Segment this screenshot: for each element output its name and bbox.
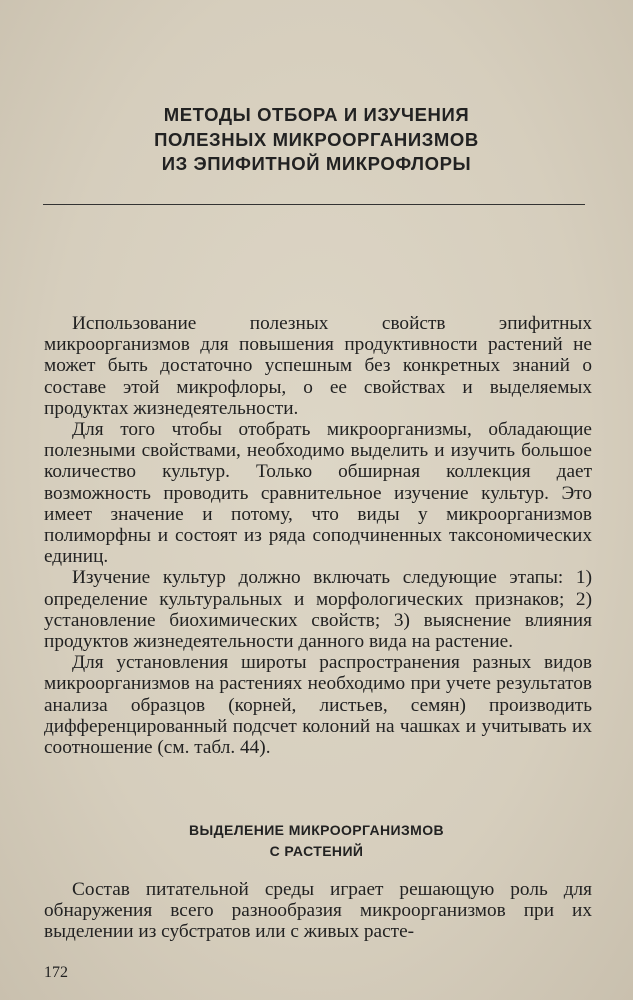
title-divider-rule [43, 204, 585, 205]
section-text-block [44, 879, 592, 943]
chapter-title-line-2: ПОЛЕЗНЫХ МИКРООРГАНИЗМОВ [154, 128, 479, 150]
chapter-title-line-3: ИЗ ЭПИФИТНОЙ МИКРОФЛОРЫ [161, 153, 472, 174]
paragraph: Изучение культур должно включать следующие этапы: 1) определение культуральных и морфологических признаков; 2) установление биохимических свойств; 3) выяснение влияния продуктов жизнедеятельности данного вида на растение. [44, 567, 592, 653]
intro-text-block [44, 313, 592, 758]
paragraph: Для того чтобы отобрать микроорганизмы, обладающие полезными свойствами, необходимо выделить и изучить большое количество культур. Только обширная коллекция дает возможность проводить сравнительное изучение культур. Это имеет значение и потому, что виды у микроорганизмов полиморфны и состоят из ряда соподчиненных таксономических единиц. [44, 419, 592, 568]
paragraph: Для установления широты распространения разных видов микроорганизмов на растениях необходимо при учете результатов анализа образцов (корней, листьев, семян) производить дифференцированный подсчет колоний на чашках и учитывать их соотношение (см. табл. 44). [44, 652, 592, 759]
chapter-title-line-1: МЕТОДЫ ОТБОРА И ИЗУЧЕНИЯ [163, 104, 470, 125]
section-title-line-1: ВЫДЕЛЕНИЕ МИКРООРГАНИЗМОВ [189, 822, 444, 838]
section-title-line-2: С РАСТЕНИЙ [269, 843, 364, 859]
section-title [60, 820, 573, 862]
paragraph: Использование полезных свойств эпифитных микроорганизмов для повышения продуктивности растений не может быть достаточно успешным без конкретных знаний о составе этой микрофлоры, о ее свойствах и выделяемых продуктах жизнедеятельности. [44, 313, 592, 419]
chapter-title [60, 103, 573, 177]
page-number: 172 [44, 964, 68, 981]
paragraph: Состав питательной среды играет решающую роль для обнаружения всего разнообразия микроорганизмов при их выделении из субстратов или с живых расте- [44, 879, 592, 943]
